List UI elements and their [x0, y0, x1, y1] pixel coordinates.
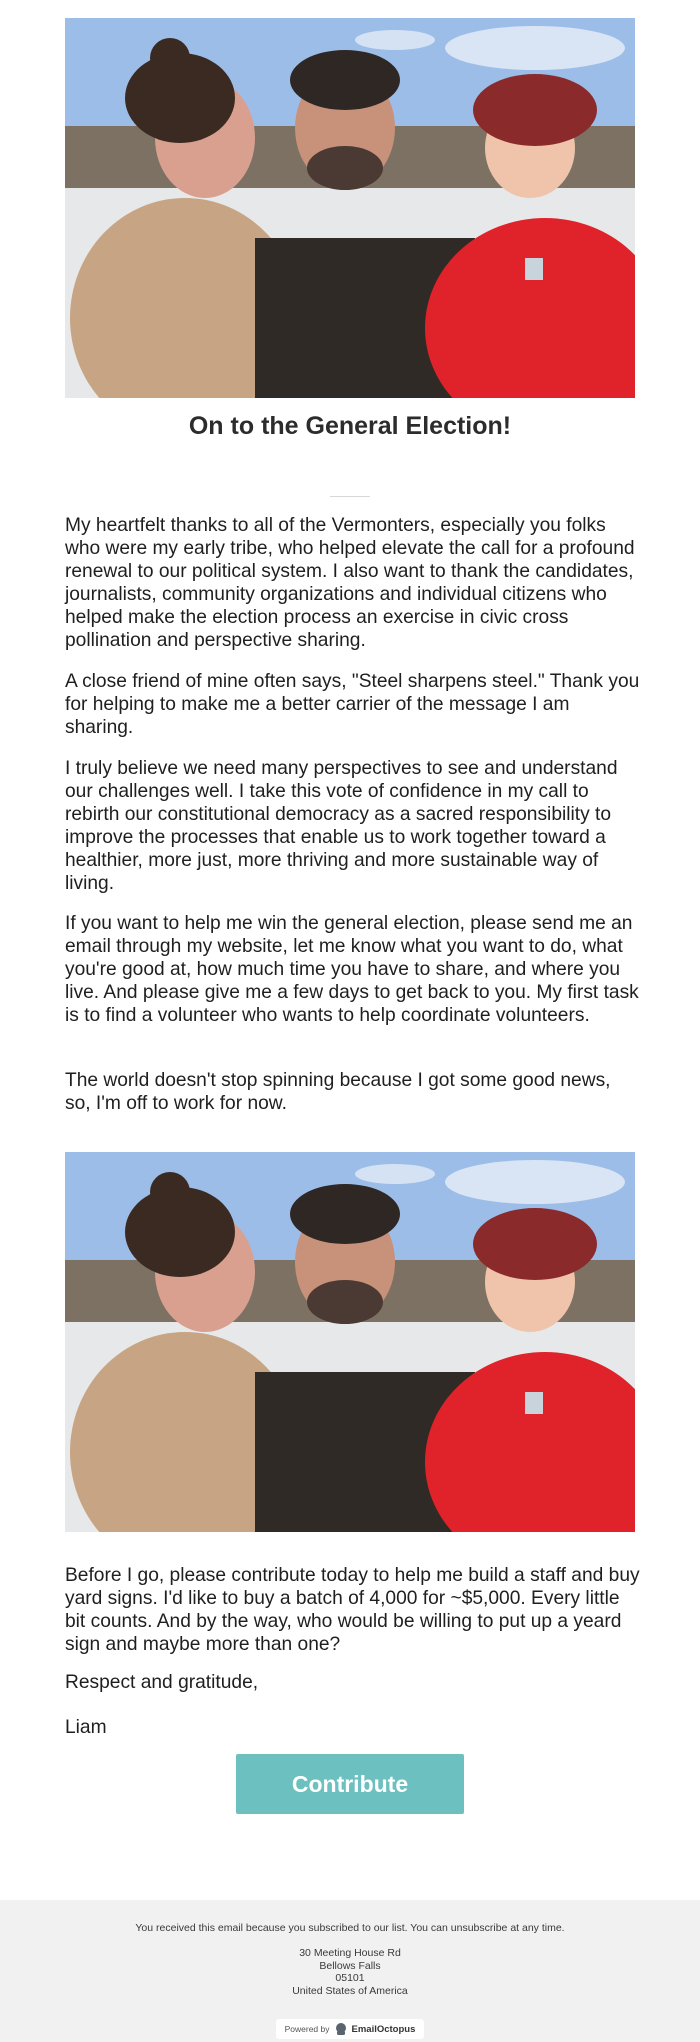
- paragraph-signature: Liam: [65, 1717, 107, 1738]
- paragraph-volunteer: If you want to help me win the general election, please send me an email through my website, let me know what you want to do, what you're good at, how much time you have to share, and where you live. And please give me a few days to get back to you. My first task is to find a volunteer who wants to help coordinate volunteers.: [65, 913, 639, 1026]
- contribute-button-wrap: [236, 1754, 464, 1814]
- family-photo-bottom: [65, 1152, 635, 1532]
- powered-by-label: Powered by: [284, 2024, 330, 2034]
- family-photo-top: [65, 18, 635, 398]
- octopus-icon: [334, 2022, 348, 2036]
- paragraph-thanks: My heartfelt thanks to all of the Vermonters, especially you folks who were my early tribe, who helped elevate the call for a profound renewal to our political system. I also want to thank the candidates, journalists, community organizations and individual citizens who helped make the election process an exercise in civic cross pollination and perspective sharing.: [65, 515, 635, 651]
- subscription-notice: You received this email because you subscribed to our list. You can unsubscribe at any time.: [135, 1922, 565, 1934]
- brand-name: EmailOctopus: [351, 2023, 416, 2035]
- powered-by-badge[interactable]: [276, 2019, 424, 2039]
- address-city: Bellows Falls: [319, 1959, 381, 1972]
- mailing-address: [0, 1947, 700, 1997]
- paragraph-contribute: Before I go, please contribute today to help me build a staff and buy yard signs. I'd like to buy a batch of 4,000 for ~$5,000. Every little bit counts. And by the way, who would be willing to put up a yeard sign and maybe more than one?: [65, 1565, 640, 1655]
- address-country: United States of America: [292, 1984, 408, 1997]
- paragraph-signoff: Respect and gratitude,: [65, 1672, 259, 1693]
- paragraph-world: The world doesn't stop spinning because I got some good news, so, I'm off to work for now.: [65, 1070, 611, 1114]
- contribute-button[interactable]: Contribute: [236, 1754, 464, 1814]
- divider: [330, 496, 370, 497]
- paragraph-steel: A close friend of mine often says, "Steel sharpens steel." Thank you for helping to make me a better carrier of the message I am sharing.: [65, 671, 640, 738]
- address-street: 30 Meeting House Rd: [299, 1947, 401, 1959]
- footer: [0, 1900, 700, 2042]
- address-zip: 05101: [335, 1972, 365, 1984]
- page-title: On to the General Election!: [188, 412, 512, 440]
- paragraph-perspectives: I truly believe we need many perspectives to see and understand our challenges well. I take this vote of confidence in my call to rebirth our constitutional democracy as a sacred responsibility to improve the processes that enable us to work together toward a healthier, more just, more thriving and more sustainable way of living.: [65, 758, 618, 894]
